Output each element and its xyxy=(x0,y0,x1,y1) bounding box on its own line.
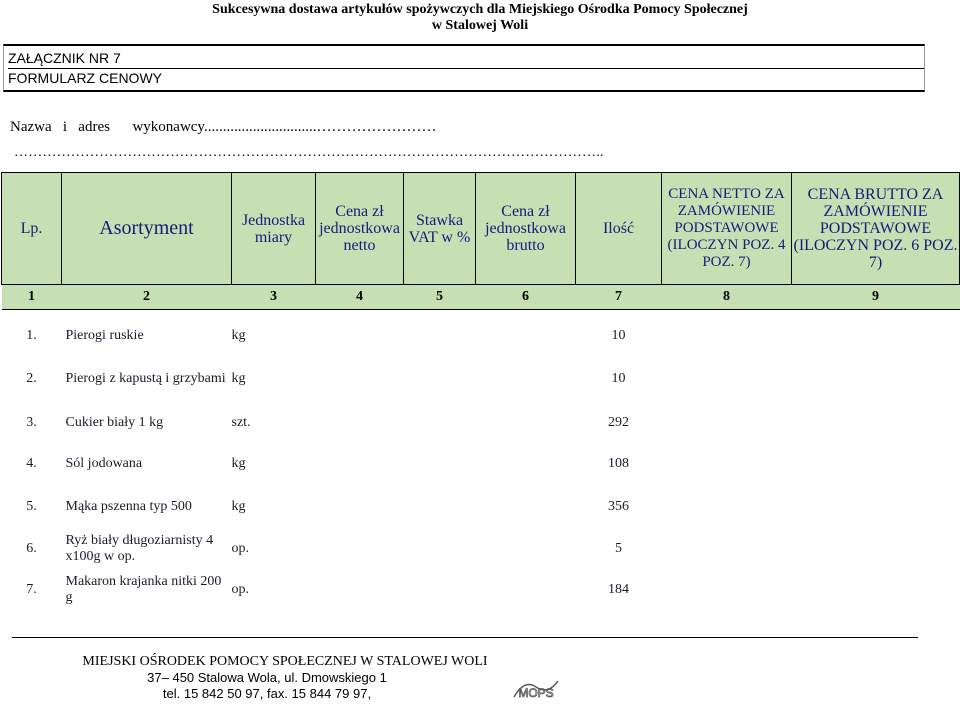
footer-phone: tel. 15 842 50 97, fax. 15 844 79 97, xyxy=(162,686,372,701)
row-name: Ryż biały długoziarnisty 4 x100g w op. xyxy=(65,533,214,564)
row-unit: kg xyxy=(231,499,246,514)
row-lp: 5. xyxy=(26,499,37,514)
table-row xyxy=(2,404,960,442)
table-header-row xyxy=(2,173,960,285)
row-unit: op. xyxy=(231,582,249,597)
row-name: Pierogi ruskie xyxy=(65,328,144,343)
header-cena-netto: Cena zł jednostkowa netto xyxy=(316,173,404,285)
header-jednostka: Jednostka miary xyxy=(232,173,316,285)
column-number: 9 xyxy=(792,285,960,310)
row-qty: 5 xyxy=(615,541,622,556)
header-cena-brutto-zamowienie: CENA BRUTTO ZA ZAMÓWIENIE PODSTAWOWE (ILOCZYN POZ. 6 POZ. 7) xyxy=(792,173,960,285)
column-number: 4 xyxy=(316,285,404,310)
column-number: 2 xyxy=(62,285,232,310)
table-row xyxy=(2,442,960,486)
header-vat: Stawka VAT w % xyxy=(404,173,476,285)
row-unit: kg xyxy=(231,456,246,471)
row-lp: 6. xyxy=(26,541,37,556)
annex-box xyxy=(3,44,925,92)
table-row xyxy=(2,318,960,354)
footer-institution: MIEJSKI OŚRODEK POMOCY SPOŁECZNEJ W STALOWEJ WOLI xyxy=(82,654,488,669)
row-unit: kg xyxy=(231,328,246,343)
row-lp: 7. xyxy=(26,582,37,597)
header-lp: Lp. xyxy=(2,173,62,285)
column-number: 6 xyxy=(476,285,576,310)
table-row xyxy=(2,354,960,404)
document-title-line1: Sukcesywna dostawa artykułów spożywczych dla Miejskiego Ośrodka Pomocy Społecznej xyxy=(212,2,748,17)
row-qty: 356 xyxy=(608,499,629,514)
header-asortyment: Asortyment xyxy=(62,173,232,285)
row-qty: 184 xyxy=(608,582,629,597)
row-qty: 10 xyxy=(611,371,626,386)
row-qty: 292 xyxy=(608,415,629,430)
column-number-row xyxy=(2,285,960,310)
row-name: Makaron krajanka nitki 200 g xyxy=(65,574,222,605)
row-unit: szt. xyxy=(231,415,251,430)
mops-logo-text: MOPS xyxy=(518,686,554,700)
document-title-line2: w Stalowej Woli xyxy=(431,18,529,33)
table-row xyxy=(2,570,960,610)
header-cena-brutto: Cena zł jednostkowa brutto xyxy=(476,173,576,285)
row-lp: 1. xyxy=(26,328,37,343)
document-title xyxy=(0,2,960,34)
header-cena-netto-zamowienie: CENA NETTO ZA ZAMÓWIENIE PODSTAWOWE (ILOCZYN POZ. 4 POZ. 7) xyxy=(662,173,792,285)
row-qty: 10 xyxy=(611,328,626,343)
row-unit: kg xyxy=(231,371,246,386)
mops-logo xyxy=(510,675,562,701)
contractor-address-dots: …………………………………………………………………………………………………………….. xyxy=(14,145,604,160)
row-lp: 3. xyxy=(26,415,37,430)
header-ilosc: Ilość xyxy=(576,173,662,285)
row-lp: 2. xyxy=(26,371,37,386)
footer-address: 37– 450 Stalowa Wola, ul. Dmowskiego 1 xyxy=(147,670,387,685)
column-number: 8 xyxy=(662,285,792,310)
column-number: 1 xyxy=(2,285,62,310)
row-name: Mąka pszenna typ 500 xyxy=(65,499,192,514)
annex-number: ZAŁĄCZNIK NR 7 xyxy=(8,49,924,69)
table-row xyxy=(2,486,960,528)
form-title: FORMULARZ CENOWY xyxy=(8,70,162,86)
row-unit: op. xyxy=(231,541,249,556)
row-qty: 108 xyxy=(608,456,629,471)
row-name: Cukier biały 1 kg xyxy=(65,415,164,430)
column-number: 3 xyxy=(232,285,316,310)
table-row xyxy=(2,528,960,570)
column-number: 5 xyxy=(404,285,476,310)
row-lp: 4. xyxy=(26,456,37,471)
row-name: Sól jodowana xyxy=(65,456,143,471)
column-number: 7 xyxy=(576,285,662,310)
price-table xyxy=(1,172,960,610)
row-name: Pierogi z kapustą i grzybami xyxy=(65,371,226,386)
footer-divider xyxy=(12,637,918,638)
contractor-name-field: Nazwa i adres wykonawcy..............................…………………… xyxy=(10,119,437,135)
